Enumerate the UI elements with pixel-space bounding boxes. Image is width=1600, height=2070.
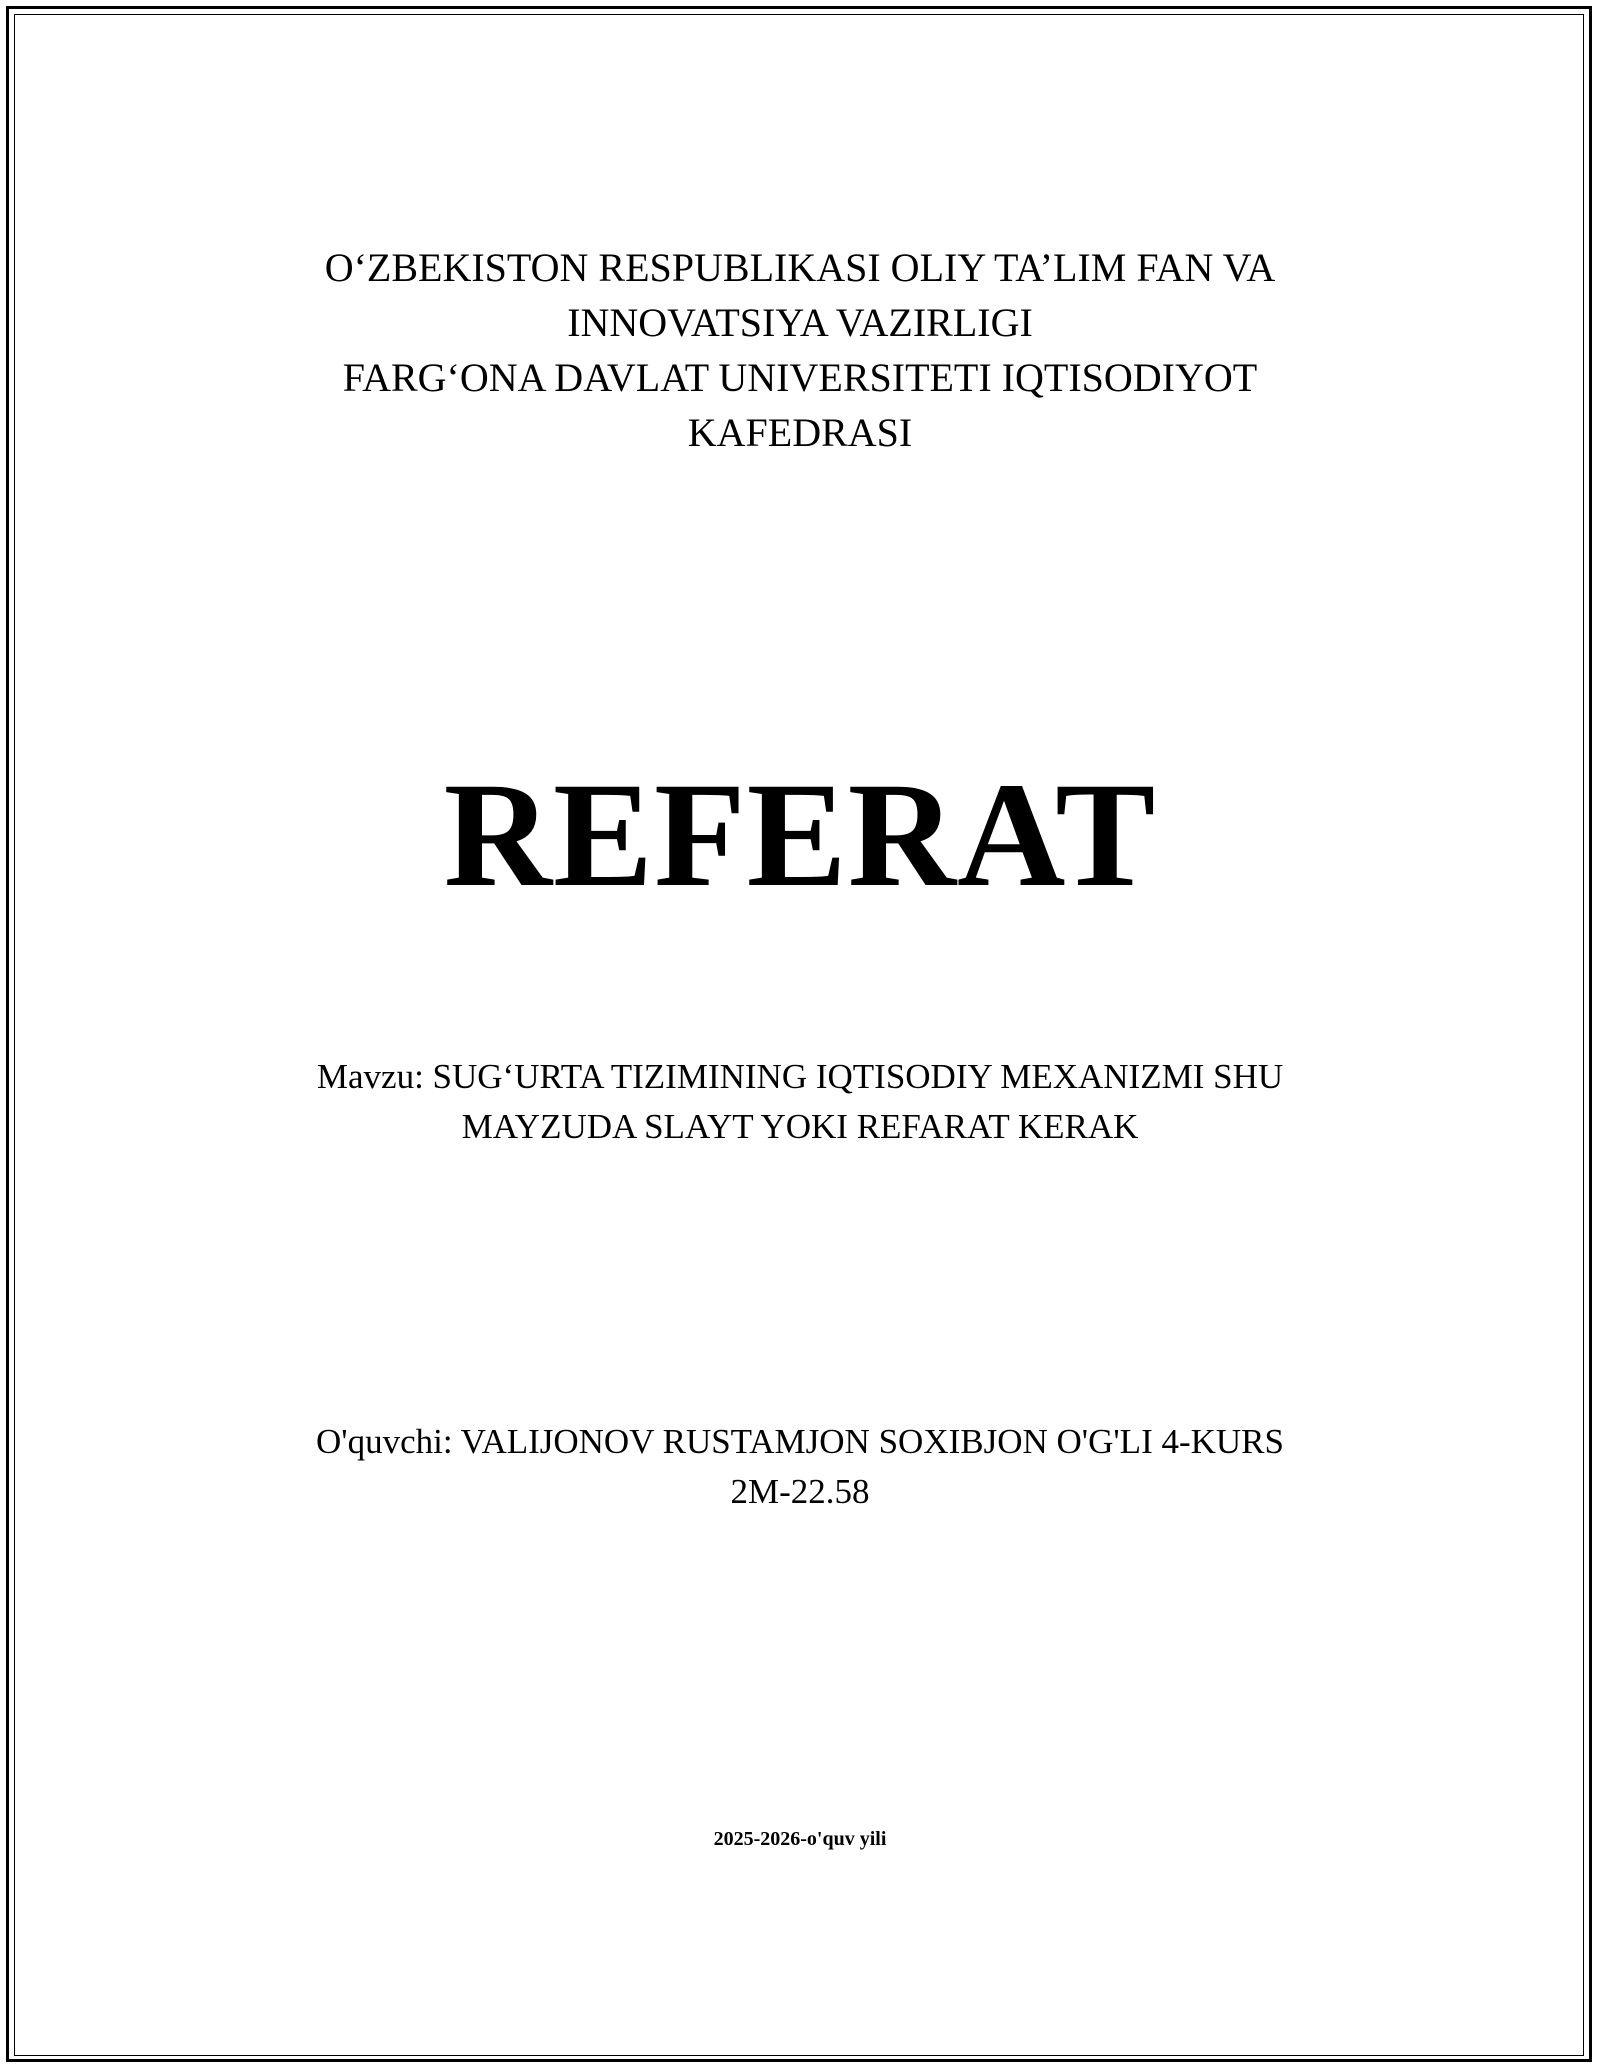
topic-line-2: MAYZUDA SLAYT YOKI REFARAT KERAK xyxy=(461,1107,1139,1146)
topic-block xyxy=(0,1052,1600,1152)
header-line-1: O‘ZBEKISTON RESPUBLIKASI OLIY TA’LIM FAN VA xyxy=(324,245,1276,290)
header-line-3: FARG‘ONA DAVLAT UNIVERSITETI IQTISODIYOT xyxy=(342,355,1258,400)
header-line-4: KAFEDRASI xyxy=(687,410,913,455)
header-line-2: INNOVATSIYA VAZIRLIGI xyxy=(567,300,1033,345)
student-block xyxy=(0,1417,1600,1517)
academic-year: 2025-2026-o'quv yili xyxy=(713,1828,887,1850)
student-line-1: O'quvchi: VALIJONOV RUSTAMJON SOXIBJON O'G'LI 4-KURS xyxy=(316,1422,1284,1461)
topic-line-1: Mavzu: SUG‘URTA TIZIMINING IQTISODIY MEXANIZMI SHU xyxy=(316,1057,1284,1096)
institution-header xyxy=(0,240,1600,460)
document-title: REFERAT xyxy=(443,752,1157,918)
student-line-2: 2M-22.58 xyxy=(730,1472,870,1511)
